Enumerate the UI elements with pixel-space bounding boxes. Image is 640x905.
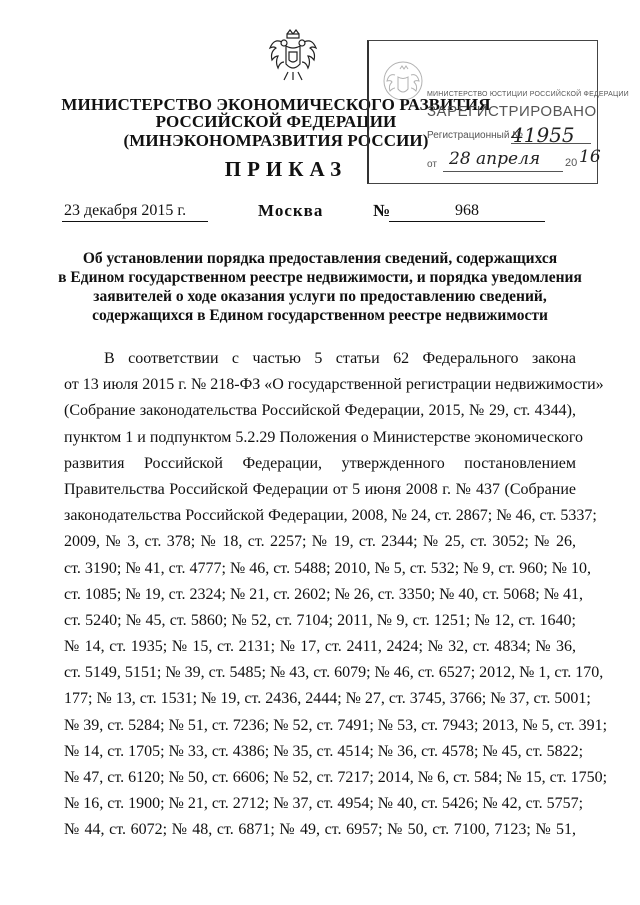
subject-line: в Едином государственном реестре недвижимости, и порядка уведомления: [58, 269, 582, 286]
stamp-handwritten-date: 28 апреля: [449, 149, 541, 169]
stamp-registration-number: 41955: [511, 123, 575, 147]
body-line: В соответствии с частью 5 статьи 62 Федерального закона: [104, 350, 576, 367]
ministry-name-line2: РОССИЙСКОЙ ФЕДЕРАЦИИ: [155, 112, 397, 131]
document-type-title: ПРИКАЗ: [224, 157, 348, 181]
body-line: ст. 1085; № 19, ст. 2324; № 21, ст. 2602; № 26, ст. 3350; № 40, ст. 5068; № 41,: [64, 585, 584, 603]
body-line: ст. 5240; № 45, ст. 5860; № 52, ст. 7104; 2011, № 9, ст. 1251; № 12, ст. 1640;: [64, 611, 576, 629]
state-emblem-icon: [268, 28, 318, 82]
stamp-date-prefix: от: [427, 159, 437, 170]
body-line: 2009, № 3, ст. 378; № 18, ст. 2257; № 19, ст. 2344; № 25, ст. 3052; № 26,: [64, 533, 576, 551]
stamp-registration-label: Регистрационный №: [427, 130, 523, 141]
body-line: № 16, ст. 1900; № 21, ст. 2712; № 37, ст. 4954; № 40, ст. 5426; № 42, ст. 5757;: [64, 795, 584, 813]
stamp-handwritten-year: 16: [579, 147, 601, 167]
body-line: Правительства Российской Федерации от 5 июня 2008 г. № 437 (Собрание: [64, 480, 576, 498]
ministry-short-name: (МИНЭКОНОМРАЗВИТИЯ РОССИИ): [123, 131, 429, 150]
body-line: 177; № 13, ст. 1531; № 19, ст. 2436, 2444; № 27, ст. 3745, 3766; № 37, ст. 5001;: [64, 690, 591, 708]
body-line: № 44, ст. 6072; № 48, ст. 6871; № 49, ст. 6957; № 50, ст. 7100, 7123; № 51,: [64, 821, 576, 839]
body-line: № 14, ст. 1705; № 33, ст. 4386; № 35, ст. 4514; № 36, ст. 4578; № 45, ст. 5822;: [64, 742, 584, 760]
subject-line: содержащихся в Едином государственном реестре недвижимости: [92, 307, 548, 324]
order-number: 968: [389, 201, 545, 222]
subject-line: заявителей о ходе оказания услуги по предоставлению сведений,: [93, 288, 547, 305]
body-line: развития Российской Федерации, утвержденного постановлением: [64, 454, 576, 472]
body-line: пунктом 1 и подпунктом 5.2.29 Положения о Министерстве экономического: [64, 428, 584, 446]
body-line: № 47, ст. 6120; № 50, ст. 6606; № 52, ст. 7217; 2014, № 6, ст. 584; № 15, ст. 1750;: [64, 769, 608, 786]
stamp-registered-label: ЗАРЕГИСТРИРОВАНО: [427, 103, 597, 120]
registration-stamp: [367, 40, 629, 184]
ministry-name-line1: МИНИСТЕРСТВО ЭКОНОМИЧЕСКОГО РАЗВИТИЯ: [61, 95, 491, 114]
order-number-label: №: [373, 201, 391, 220]
body-line: (Собрание законодательства Российской Федерации, 2015, № 29, ст. 4344),: [64, 402, 576, 420]
stamp-ministry-text: МИНИСТЕРСТВО ЮСТИЦИИ РОССИЙСКОЙ ФЕДЕРАЦИИ: [427, 91, 629, 98]
subject-line: Об установлении порядка предоставления сведений, содержащихся: [82, 250, 558, 267]
order-body-text: [64, 346, 608, 844]
stamp-emblem-icon: [381, 59, 425, 103]
order-subject: [40, 249, 600, 325]
stamp-year-prefix: 20: [565, 157, 578, 169]
body-line: ст. 5149, 5151; № 39, ст. 5485; № 43, ст. 6079; № 46, ст. 6527; 2012, № 1, ст. 170,: [64, 664, 604, 682]
body-line: ст. 3190; № 41, ст. 4777; № 46, ст. 5488; 2010, № 5, ст. 532; № 9, ст. 960; № 10,: [64, 559, 592, 577]
body-line: № 39, ст. 5284; № 51, ст. 7236; № 52, ст. 7491; № 53, ст. 7943; 2013, № 5, ст. 391;: [64, 716, 608, 734]
body-line: от 13 июля 2015 г. № 218-ФЗ «О государственной регистрации недвижимости»: [64, 376, 604, 394]
order-date: 23 декабря 2015 г.: [62, 201, 208, 222]
body-line: № 14, ст. 1935; № 15, ст. 2131; № 17, ст. 2411, 2424; № 32, ст. 4834; № 36,: [64, 638, 576, 656]
body-line: законодательства Российской Федерации, 2008, № 24, ст. 2867; № 46, ст. 5337;: [64, 507, 597, 525]
order-city: Москва: [258, 201, 324, 220]
